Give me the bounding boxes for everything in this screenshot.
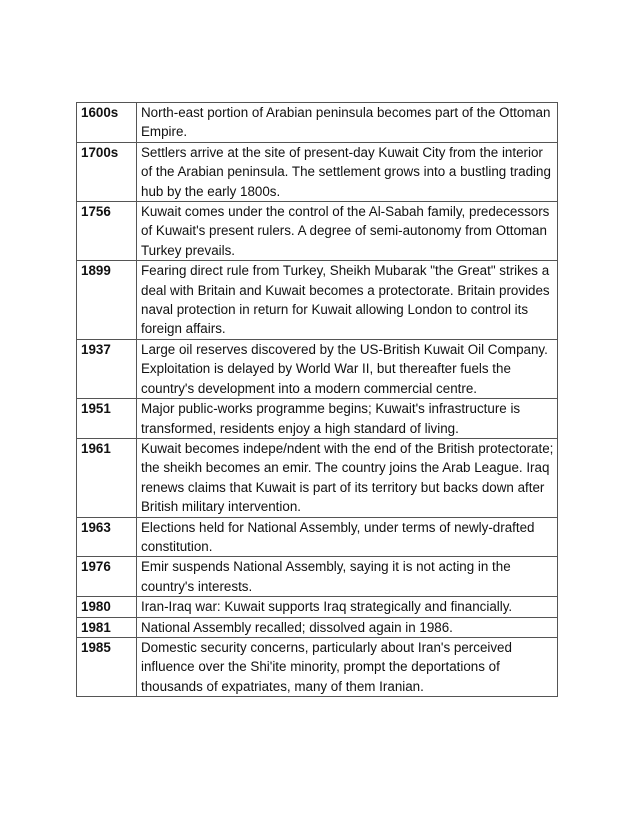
year-cell: 1700s — [77, 142, 137, 201]
event-cell: Iran-Iraq war: Kuwait supports Iraq strategically and financially. — [137, 597, 558, 617]
year-cell: 1756 — [77, 202, 137, 261]
event-cell: North-east portion of Arabian peninsula becomes part of the Ottoman Empire. — [137, 103, 558, 143]
year-cell: 1600s — [77, 103, 137, 143]
table-row — [77, 597, 558, 617]
table-row — [77, 202, 558, 261]
event-cell: Large oil reserves discovered by the US-British Kuwait Oil Company. Exploitation is delayed by World War II, but thereafter fuels the country's development into a modern commercial centre. — [137, 339, 558, 398]
event-cell: Domestic security concerns, particularly about Iran's perceived influence over the Shi'ite minority, prompt the deportations of thousands of expatriates, many of them Iranian. — [137, 637, 558, 696]
year-cell: 1963 — [77, 517, 137, 557]
table-row — [77, 617, 558, 637]
year-cell: 1961 — [77, 438, 137, 517]
event-cell: Fearing direct rule from Turkey, Sheikh Mubarak "the Great" strikes a deal with Britain and Kuwait becomes a protectorate. Britain provides naval protection in return for Kuwait allowing London to control its foreign affairs. — [137, 261, 558, 340]
event-cell: Major public-works programme begins; Kuwait's infrastructure is transformed, residents enjoy a high standard of living. — [137, 399, 558, 439]
table-row — [77, 438, 558, 517]
table-row — [77, 142, 558, 201]
table-row — [77, 399, 558, 439]
year-cell: 1951 — [77, 399, 137, 439]
year-cell: 1976 — [77, 557, 137, 597]
table-row — [77, 637, 558, 696]
event-cell: Settlers arrive at the site of present-day Kuwait City from the interior of the Arabian peninsula. The settlement grows into a bustling trading hub by the early 1800s. — [137, 142, 558, 201]
year-cell: 1899 — [77, 261, 137, 340]
table-row — [77, 339, 558, 398]
year-cell: 1981 — [77, 617, 137, 637]
table-row — [77, 103, 558, 143]
year-cell: 1937 — [77, 339, 137, 398]
table-row — [77, 517, 558, 557]
event-cell: National Assembly recalled; dissolved again in 1986. — [137, 617, 558, 637]
table-row — [77, 557, 558, 597]
event-cell: Emir suspends National Assembly, saying it is not acting in the country's interests. — [137, 557, 558, 597]
timeline-table — [76, 102, 558, 697]
event-cell: Kuwait becomes indepe/ndent with the end of the British protectorate; the sheikh becomes an emir. The country joins the Arab League. Iraq renews claims that Kuwait is part of its territory but backs down after British military intervention. — [137, 438, 558, 517]
table-row — [77, 261, 558, 340]
event-cell: Kuwait comes under the control of the Al-Sabah family, predecessors of Kuwait's present rulers. A degree of semi-autonomy from Ottoman Turkey prevails. — [137, 202, 558, 261]
event-cell: Elections held for National Assembly, under terms of newly-drafted constitution. — [137, 517, 558, 557]
year-cell: 1985 — [77, 637, 137, 696]
year-cell: 1980 — [77, 597, 137, 617]
